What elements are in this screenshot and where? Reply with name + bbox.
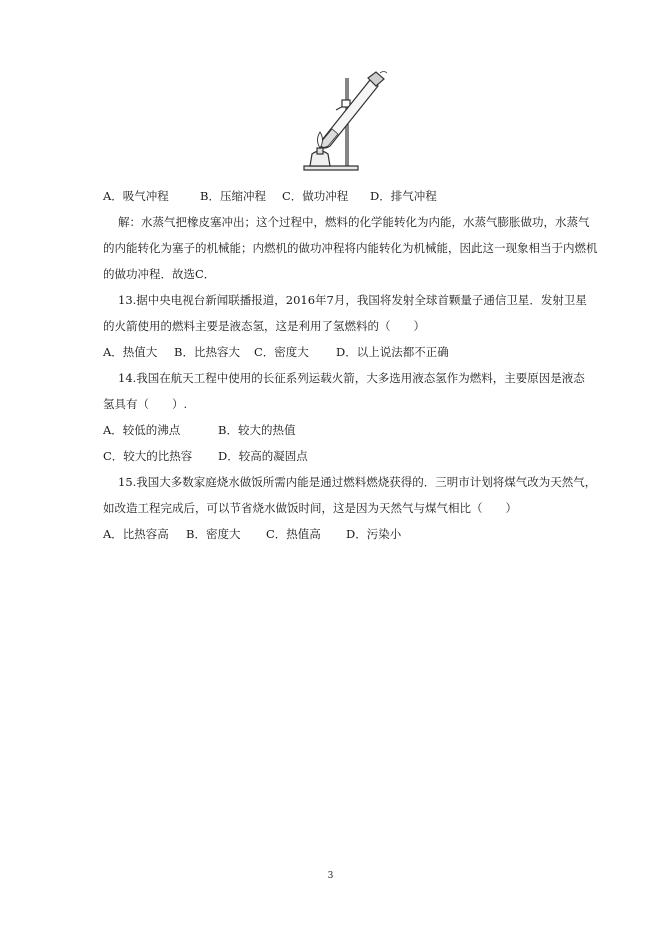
q14-option-a: A．较低的沸点 (103, 423, 181, 437)
q15-option-b: B．密度大 (186, 527, 241, 541)
q13-option-d: D．以上说法都不正确 (336, 345, 449, 359)
q15-option-d: D．污染小 (346, 527, 402, 541)
q14-option-c: C．较大的比热容 (103, 449, 193, 463)
q15-stem-line-2: 如改造工程完成后，可以节省烧水做饭时间，这是因为天然气与煤气相比（ ） (103, 501, 517, 515)
q15-option-c: C．热值高 (266, 527, 321, 541)
q12-option-c: C．做功冲程 (282, 189, 349, 203)
q14-option-d: D．较高的凝固点 (218, 449, 308, 463)
q14-stem-line-1: 14.我国在航天工程中使用的长征系列运载火箭，大多选用液态氢作为燃料，主要原因是液态 (118, 371, 585, 385)
q13-option-b: B．比热容大 (174, 345, 240, 359)
page-number: 3 (327, 871, 334, 881)
q14-stem-line-2: 氢具有（ ）. (103, 397, 188, 411)
q12-explanation-line-2: 的内能转化为塞子的机械能；内燃机的做功冲程将内能转化为机械能，因此这一现象相当于内燃机 (103, 241, 598, 255)
q15-option-a: A．比热容高 (103, 527, 169, 541)
q12-explanation-line-3: 的做功冲程．故选C． (103, 267, 216, 281)
q14-option-b: B．较大的热值 (218, 423, 296, 437)
q12-option-d: D．排气冲程 (370, 189, 437, 203)
q13-option-a: A．热值大 (103, 345, 158, 359)
q12-option-b: B．压缩冲程 (200, 189, 266, 203)
q13-stem-line-1: 13.据中央电视台新闻联播报道，2016年7月，我国将发射全球首颗量子通信卫星．发射卫星 (118, 293, 587, 307)
q15-stem-line-1: 15.我国大多数家庭烧水做饭所需内能是通过燃料燃烧获得的．三明市计划将煤气改为天然气， (118, 475, 597, 489)
q13-stem-line-2: 的火箭使用的燃料主要是液态氢，这是利用了氢燃料的（ ） (103, 319, 425, 333)
test-tube-apparatus-figure (298, 70, 388, 176)
q12-explanation-line-1: 解：水蒸气把橡皮塞冲出；这个过程中，燃料的化学能转化为内能，水蒸气膨胀做功，水蒸气 (118, 215, 590, 229)
q13-option-c: C．密度大 (254, 345, 309, 359)
q12-option-a: A．吸气冲程 (103, 189, 169, 203)
